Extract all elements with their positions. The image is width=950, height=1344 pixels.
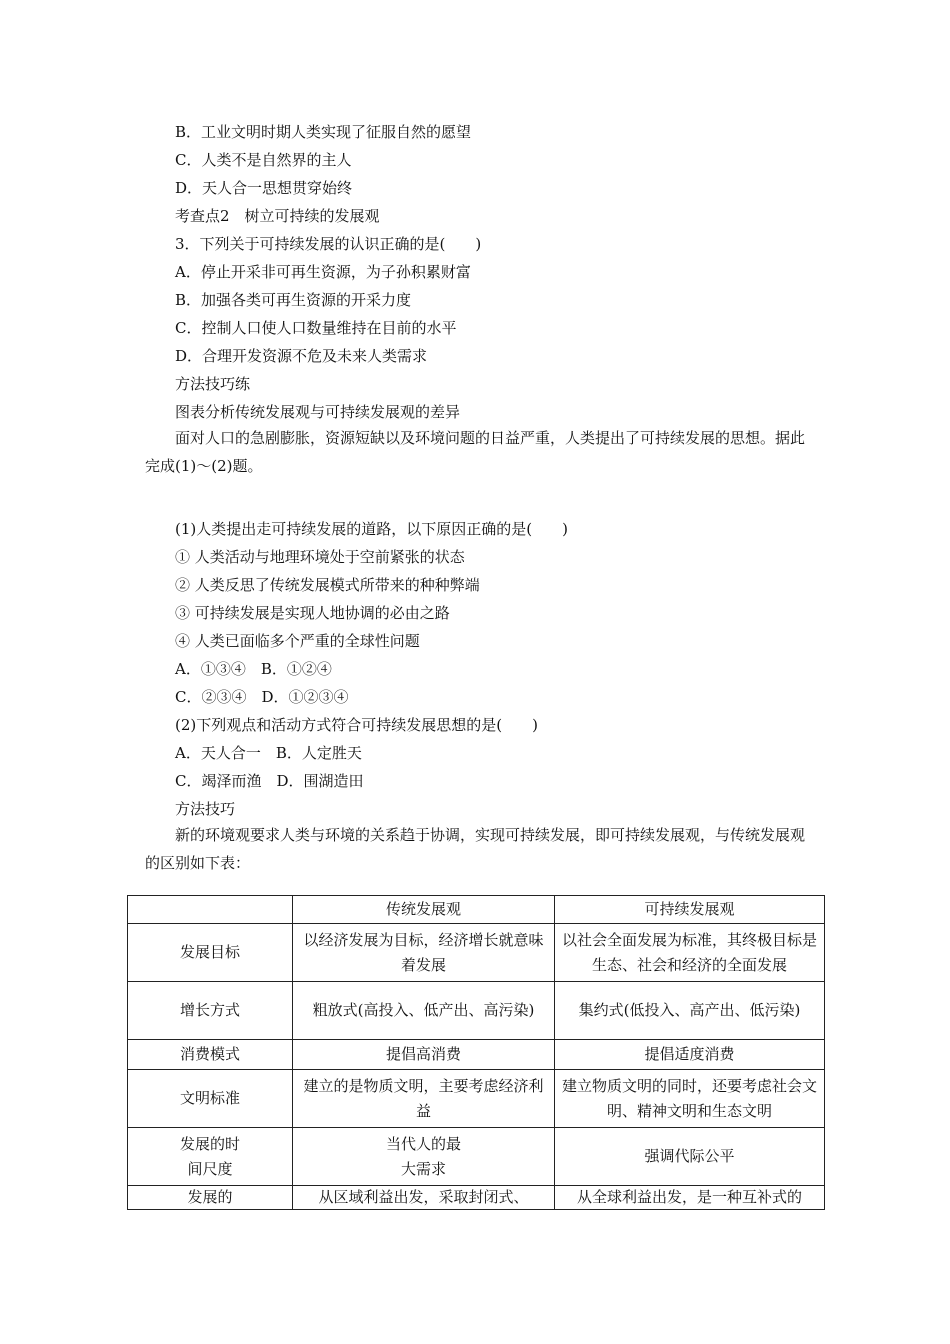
traditional-cell-text: 当代人的最大需求	[385, 1134, 461, 1178]
q2-options-ab: A．天人合一 B．人定胜天	[175, 744, 362, 762]
sustainable-cell: 以社会全面发展为标准，其终极目标是生态、社会和经济的全面发展	[555, 924, 825, 982]
q3-option-c: C．控制人口使人口数量维持在目前的水平	[175, 319, 457, 337]
q3-option-b: B．加强各类可再生资源的开采力度	[175, 291, 412, 309]
table-row	[128, 924, 825, 982]
q1-options-cd: C．②③④ D．①②③④	[175, 688, 349, 706]
q3-option-a: A．停止开采非可再生资源，为子孙积累财富	[175, 263, 471, 281]
sustainable-cell: 集约式(低投入、高产出、低污染)	[555, 982, 825, 1040]
table-row	[128, 1186, 825, 1210]
method-paragraph: 新的环境观要求人类与环境的关系趋于协调，实现可持续发展，即可持续发展观，与传统发展观的区别如下表：	[145, 826, 806, 872]
q1-item-1: ① 人类活动与地理环境处于空前紧张的状态	[175, 548, 465, 566]
header-sustainable: 可持续发展观	[555, 896, 825, 924]
sustainable-cell: 提倡适度消费	[555, 1040, 825, 1070]
chart-analysis-heading: 图表分析传统发展观与可持续发展观的差异	[175, 403, 461, 421]
sustainable-cell: 从全球利益出发，是一种互补式的	[555, 1186, 825, 1210]
row-label: 发展目标	[128, 924, 293, 982]
traditional-cell: 粗放式(高投入、低产出、高污染)	[293, 982, 555, 1040]
method-practice-heading: 方法技巧练	[175, 375, 251, 393]
row-label: 文明标准	[128, 1070, 293, 1128]
table-row	[128, 982, 825, 1040]
row-label: 发展的	[128, 1186, 293, 1210]
intro-paragraph: 面对人口的急剧膨胀，资源短缺以及环境问题的日益严重，人类提出了可持续发展的思想。据此完成(1)～(2)题。	[145, 429, 806, 475]
table-header-row	[128, 896, 825, 924]
q1-item-4: ④ 人类已面临多个严重的全球性问题	[175, 632, 420, 650]
traditional-cell	[293, 1128, 555, 1186]
traditional-cell: 建立的是物质文明，主要考虑经济利益	[293, 1070, 555, 1128]
row-label	[128, 1128, 293, 1186]
header-traditional: 传统发展观	[293, 896, 555, 924]
comparison-table	[127, 895, 825, 1210]
row-label: 消费模式	[128, 1040, 293, 1070]
option-b-line: B．工业文明时期人类实现了征服自然的愿望	[175, 123, 472, 141]
q1-options-ab: A．①③④ B．①②④	[175, 660, 332, 678]
q2-options-cd: C．竭泽而渔 D．围湖造田	[175, 772, 364, 790]
q3-option-d: D．合理开发资源不危及未来人类需求	[175, 347, 428, 365]
method-heading: 方法技巧	[175, 800, 236, 818]
sustainable-cell: 强调代际公平	[555, 1128, 825, 1186]
table-row	[128, 1128, 825, 1186]
header-cell-empty	[128, 896, 293, 924]
q1-item-2: ② 人类反思了传统发展模式所带来的种种弊端	[175, 576, 480, 594]
option-c-line: C．人类不是自然界的主人	[175, 151, 352, 169]
question-3: 3．下列关于可持续发展的认识正确的是( )	[175, 235, 482, 253]
question-1: (1)人类提出走可持续发展的道路，以下原因正确的是( )	[175, 520, 568, 538]
section-heading: 考查点2 树立可持续的发展观	[175, 207, 380, 225]
row-label: 增长方式	[128, 982, 293, 1040]
table-row	[128, 1070, 825, 1128]
sustainable-cell: 建立物质文明的同时，还要考虑社会文明、精神文明和生态文明	[555, 1070, 825, 1128]
question-2: (2)下列观点和活动方式符合可持续发展思想的是( )	[175, 716, 538, 734]
traditional-cell: 从区域利益出发，采取封闭式、	[293, 1186, 555, 1210]
option-d-line: D．天人合一思想贯穿始终	[175, 179, 353, 197]
traditional-cell: 以经济发展为目标，经济增长就意味着发展	[293, 924, 555, 982]
traditional-cell: 提倡高消费	[293, 1040, 555, 1070]
table-row	[128, 1040, 825, 1070]
q1-item-3: ③ 可持续发展是实现人地协调的必由之路	[175, 604, 450, 622]
row-label-text: 发展的时间尺度	[179, 1134, 240, 1178]
